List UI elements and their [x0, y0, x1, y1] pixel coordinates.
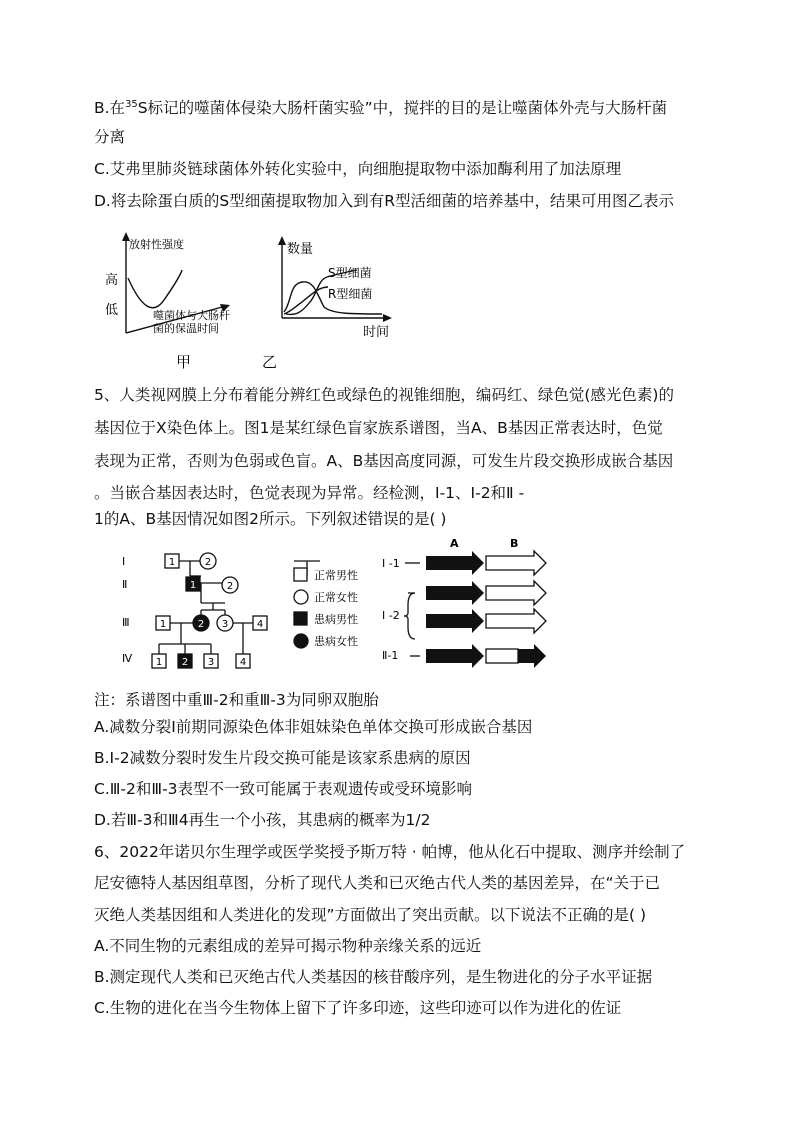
- row-label-i-2: I -2: [382, 609, 400, 622]
- q6-stem-line-1: 6、2022年诺贝尔生理学或医学奖授予斯万特 · 帕博，他从化石中提取、测序并绘制了: [94, 843, 686, 861]
- row-label-i-1: I -1: [382, 557, 400, 570]
- legend-normal-male: [294, 568, 358, 582]
- svg-text:4: 4: [256, 619, 264, 630]
- pedigree-i-2-normal-female: [200, 553, 216, 569]
- q6-option-c: C.生物的进化在当今生物体上留下了许多印迹，这些印迹可以作为进化的佐证: [94, 999, 622, 1017]
- q6-stem-line-3: 灭绝人类基因组和人类进化的发现”方面做出了突出贡献。以下说法不正确的是( ): [94, 906, 647, 924]
- gene-row-i-1: [426, 551, 546, 575]
- q5-option-a: A.减数分裂I前期同源染色体非姐妹染色单体交换可形成嵌合基因: [94, 718, 533, 736]
- gen-label-iii: Ⅲ: [122, 616, 130, 629]
- pedigree-ii-1-affected-male: [186, 577, 200, 591]
- pedigree-i-1-normal-male: [165, 554, 179, 568]
- yi-series-s-label: S型细菌: [328, 266, 372, 280]
- svg-text:2: 2: [226, 581, 234, 592]
- q5-stem-line-1: 5、人类视网膜上分布着能分辨红色或绿色的视锥细胞，编码红、绿色觉(感光色素)的: [94, 386, 674, 404]
- jia-high-label: 高: [105, 273, 119, 288]
- pedigree-iii-1-normal-male: [156, 616, 170, 630]
- svg-text:1: 1: [189, 580, 197, 591]
- gen-label-ii: Ⅱ: [122, 578, 128, 591]
- q5-stem-line-3: 表现为正常，否则为色弱或色盲。A、B基因高度同源，可发生片段交换形成嵌合基因: [94, 452, 674, 470]
- jia-caption: 甲: [176, 353, 192, 371]
- gene-diagram: [380, 535, 600, 680]
- pedigree-iii-4-normal-male: [253, 616, 267, 630]
- gen-label-i: I: [122, 555, 126, 568]
- pedigree-iv-2-affected-male: [178, 654, 192, 668]
- q5-option-d: D.若Ⅲ-3和Ⅲ4再生一个小孩，其患病的概率为1/2: [94, 811, 431, 829]
- q4-option-b-text: S标记的噬菌体侵染大肠杆菌实验”中，搅拌的目的是让噬菌体外壳与大肠杆菌: [137, 99, 668, 118]
- jia-y-label: 放射性强度: [129, 238, 184, 251]
- q5-note: 注：系谱图中重Ⅲ-2和重Ⅲ-3为同卵双胞胎: [94, 691, 379, 709]
- q6-stem-line-2: 尼安德特人基因组草图，分析了现代人类和已灭绝古代人类的基因差异，在“关于已: [94, 874, 661, 892]
- gene-label-b: B: [510, 537, 519, 550]
- pedigree-chart: [110, 545, 380, 675]
- svg-text:患病男性: 患病男性: [314, 613, 358, 626]
- legend-affected-female: [294, 634, 358, 648]
- gene-row-i-2-b: [426, 609, 546, 633]
- jia-low-label: 低: [105, 303, 119, 318]
- row-label-ii-1: Ⅱ-1: [382, 649, 399, 662]
- pedigree-ii-2-normal-female: [222, 577, 238, 593]
- q4-option-b: [94, 95, 667, 118]
- svg-text:1: 1: [168, 557, 176, 568]
- q4-option-b-continued: 分离: [94, 128, 126, 146]
- svg-text:1: 1: [155, 657, 163, 668]
- gene-row-ii-1-chimeric: [426, 644, 546, 668]
- isotope-superscript: 35: [125, 99, 138, 110]
- jia-x-label-1: 噬菌体与大肠杆: [153, 309, 230, 322]
- gen-label-iv: Ⅳ: [122, 652, 133, 665]
- q5-option-c: C.Ⅲ-2和Ⅲ-3表型不一致可能属于表观遗传或受环境影响: [94, 780, 473, 798]
- pedigree-iii-3-normal-female: [217, 615, 233, 631]
- yi-series-r-label: R型细菌: [328, 287, 373, 301]
- gene-row-i-2-a: [426, 581, 546, 605]
- q4-option-d: D.将去除蛋白质的S型细菌提取物加入到有R型活细菌的培养基中，结果可用图乙表示: [94, 192, 674, 210]
- svg-text:正常男性: 正常男性: [314, 569, 358, 582]
- yi-caption: 乙: [262, 353, 278, 371]
- q5-stem-line-2: 基因位于X染色体上。图1是某红绿色盲家族系谱图，当A、B基因正常表达时，色觉: [94, 419, 663, 437]
- pedigree-iv-1-normal-male: [152, 654, 166, 668]
- figure-yi: [262, 232, 397, 373]
- svg-text:患病女性: 患病女性: [314, 635, 358, 648]
- svg-text:2: 2: [204, 557, 212, 568]
- svg-text:1: 1: [159, 619, 167, 630]
- legend-affected-male: [294, 612, 358, 626]
- q4-option-c: C.艾弗里肺炎链球菌体外转化实验中，向细胞提取物中添加酶利用了加法原理: [94, 160, 622, 178]
- q6-option-a: A.不同生物的元素组成的差异可揭示物种亲缘关系的远近: [94, 937, 482, 955]
- q5-option-b: B.I-2减数分裂时发生片段交换可能是该家系患病的原因: [94, 749, 471, 767]
- svg-text:3: 3: [207, 657, 215, 668]
- pedigree-iv-3-normal-male: [204, 654, 218, 668]
- q5-stem-line-5: 1的A、B基因情况如图2所示。下列叙述错误的是( ): [94, 510, 447, 528]
- svg-text:4: 4: [239, 657, 247, 668]
- svg-text:正常女性: 正常女性: [314, 591, 358, 604]
- yi-y-label: 数量: [287, 242, 314, 257]
- q4-option-b-prefix: B.在: [94, 99, 126, 118]
- gene-label-a: A: [450, 537, 459, 550]
- svg-text:2: 2: [181, 657, 189, 668]
- figure-jia: [96, 228, 271, 373]
- pedigree-iii-2-affected-female: [193, 615, 209, 631]
- svg-text:3: 3: [221, 619, 229, 630]
- svg-text:2: 2: [197, 619, 205, 630]
- q5-stem-line-4: 。当嵌合基因表达时，色觉表现为异常。经检测，I-1、I-2和Ⅱ -: [94, 484, 525, 502]
- q6-option-b: B.测定现代人类和已灭绝古代人类基因的核苷酸序列，是生物进化的分子水平证据: [94, 968, 653, 986]
- jia-x-label-2: 菌的保温时间: [153, 322, 219, 335]
- pedigree-iv-4-normal-male: [236, 654, 250, 668]
- legend-normal-female: [294, 590, 358, 604]
- yi-x-label: 时间: [363, 325, 390, 340]
